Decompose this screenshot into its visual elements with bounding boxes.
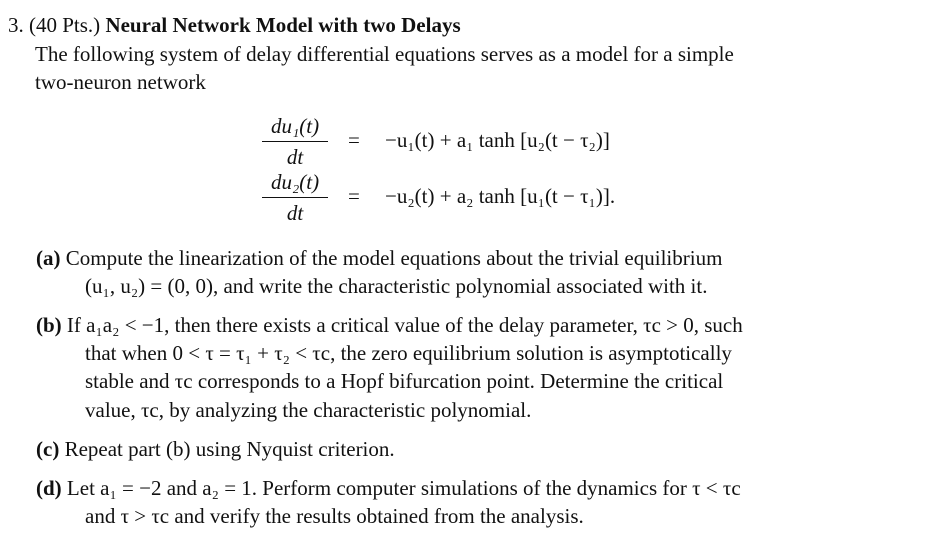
equation-2-equals: = [348,184,360,208]
equation-2-denominator: dt [286,201,304,225]
equation-1-lhs-fraction [262,113,328,170]
part-c-line-1 [36,435,395,463]
part-b-line-1 [36,311,743,339]
part-a-line-1 [36,244,722,272]
part-d-label: (d) [36,476,62,500]
equation-2-rhs: −u₂(t) + a₂ tanh [u₁(t − τ₁)]. [385,184,616,208]
intro-line-2: two-neuron network [35,70,206,94]
equation-1-denominator: dt [286,145,304,169]
problem-title: Neural Network Model with two Delays [105,13,461,37]
part-b-line-4: value, τc, by analyzing the characteristic polynomial. [85,398,532,422]
part-b-line-2: that when 0 < τ = τ₁ + τ₂ < τc, the zero equilibrium solution is asymptotically [85,341,732,365]
equation-1-rhs: −u₁(t) + a₁ tanh [u₂(t − τ₂)] [385,128,610,152]
part-d-line-2: and τ > τc and verify the results obtained from the analysis. [85,504,584,528]
intro-line-1: The following system of delay differential equations serves as a model for a simple [35,42,734,66]
part-c-label: (c) [36,437,60,461]
problem-number: 3. [8,13,24,37]
problem-points: (40 Pts.) [29,13,101,37]
part-c-text-1: Repeat part (b) using Nyquist criterion. [64,437,395,461]
equation-2-lhs-fraction [262,169,328,226]
equation-2-numerator: du₂(t) [270,170,320,194]
part-b-label: (b) [36,313,62,337]
equation-1-equals: = [348,128,360,152]
part-b-text-1: If a₁a₂ < −1, then there exists a critical value of the delay parameter, τc > 0, such [66,313,743,337]
part-b-line-3: stable and τc corresponds to a Hopf bifurcation point. Determine the critical [85,369,724,393]
part-a-text-1: Compute the linearization of the model equations about the trivial equilibrium [65,246,723,270]
equation-1-fraction-bar [262,141,328,142]
part-d-line-1 [36,474,741,502]
equation-1-numerator: du₁(t) [270,114,320,138]
problem-header [8,12,461,38]
part-a-label: (a) [36,246,61,270]
equation-2-fraction-bar [262,197,328,198]
part-d-text-1: Let a₁ = −2 and a₂ = 1. Perform computer simulations of the dynamics for τ < τc [66,476,741,500]
part-a-line-2: (u₁, u₂) = (0, 0), and write the characteristic polynomial associated with it. [85,274,708,298]
